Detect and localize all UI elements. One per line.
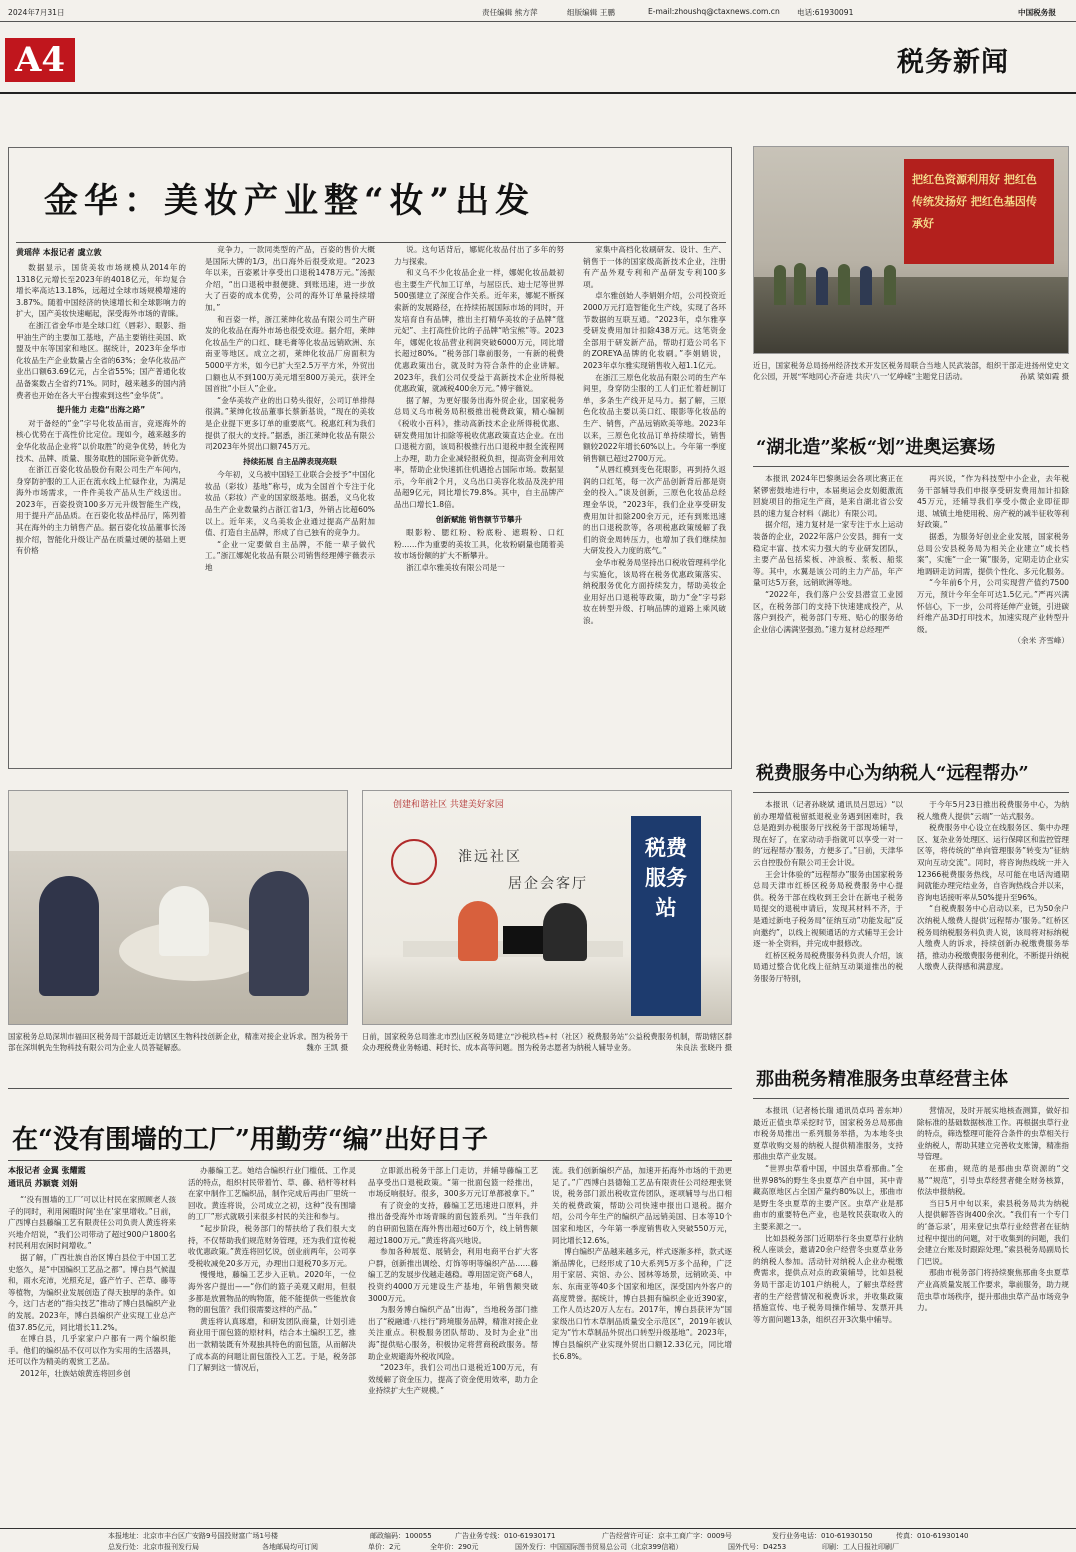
header-composer: 组版编辑 王鹏	[567, 8, 615, 17]
article-jinhua-col4: 家集中高档化妆刷研发、设计、生产、销售于一体的国家级高新技术企业，注册有产品外观专利和产品研发专利100多项。 卓尔雅创始人李娟娟介绍，公司投资近2000万元打造智能化生产线，实现了各环节数据的互联互通。“2023年，卓尔雅享受研发费用加计扣除438万元。这笔资金全部用于研发新产品，帮助打造公司名下的ZOREYA品牌的化妆刷。”李娟娟说，2023年卓尔雅实现销售收入超1.1亿元。 在浙江三原色化妆品有限公司的生产车间里，身穿防尘服的工人们正忙着赶制订单，多条生产线开足马力。据了解，三原色化妆品主要以美口红、眼影等化妆品的生产、销售，产品远销欧美等地。2023年以来，三原色化妆品订单持续增长，销售额较2022年增长60%以上。今年第一季度销售额已超过2700万元。 “从唇红模到变色花眼影，再到持久返润的口红笔，每一次产品创新背后都是资金的投入。”谈及创新，三原色化妆品总经理金华说，“2023年，我们企业享受研发费用加计扣除200余万元，还有到账迅速的出口退税款等，各项税惠政策缓解了我们的资金周转压力，也增加了我们继续加大研发投入力度的底气。” 金华市税务局坚持出口税收管理科学化与实施化，该局将在税务优惠政策落实、纳税服务优化方面持续发力，帮助美妆企业用好出口退税等政策，助力“金”字号彩妆在转型升级、打响品牌的道路上乘风破浪。	[583, 245, 726, 625]
article-hubei-credit: （余米 齐雪峰）	[1013, 636, 1069, 646]
article-remote-col2: 于今年5月23日推出税费服务中心，为纳税人缴费人提供“云端”一站式服务。 税费服务中心设立在线服务区、集中办理区、复杂业务处理区、运行保障区和监控管理区等，将传统的“单向管理服务”转变为“征纳双向互动交流”。同时，将咨询热线统一并入12366税费服务热线，尽可能在电话沟通期间就能办理完结业务，自咨询热线合并以来，咨询电话接听率从50%提升至96%。 “自税费服务中心启动以来，已为50余户次纳税人缴费人提供‘远程帮办’服务。”红桥区税务局纳税服务科负责人说，该局将对标纳税人缴费人的诉求，持续创新办税缴费服务举措，推动办税缴费服务便利化，不断提升纳税人缴费人获得感和满意度。	[917, 800, 1069, 972]
wall-slogan: 创建和谐社区 共建美好家园	[393, 800, 504, 810]
article-jinhua-rule	[16, 242, 726, 243]
photo-tax-station-credit: 朱良法 张晓丹 摄	[675, 1043, 732, 1053]
photo-shenzhen-caption: 国家税务总局深圳市福田区税务局干部最近走访辖区生物科技创新企业，精准对接企业诉求。图为税务干部在深圳帆先生物科技有限公司为企业人员答疑解惑。 魏亦 王凯 摄	[8, 1032, 348, 1053]
header-paper: 中国税务报	[1018, 8, 1056, 17]
office-ceiling	[9, 791, 348, 851]
section-title: 税务新闻	[897, 47, 1009, 78]
footer-printer: 印刷：工人日报社印刷厂	[822, 1543, 899, 1551]
article-naqu-col2: 营情况，及时开展实地核查测算，做好扣除标准的基础数据核准工作。再根据虫草行业的特点，筛选整理可能符合条件的虫草相关行业纳税人，帮助其建立完善收支账簿，精准指导管理。 在那曲，规范的是那曲虫草资源的“交易”“规范”，引导虫草经营者健全财务核算，依法申报纳税。 当日5月中旬以来，索县税务局共为纳税人提供解答咨询400余次。“我们有一个专门的‘备忘录’，用来登记虫草行业经营者在征纳过程中提出的问题，对于收集到的问题，我们会建立台账及时跟踪处理。”索县税务局副局长门巴说。 那曲市税务部门将持续聚焦那曲冬虫夏草产业高质量发展工作要求，靠前服务，助力规范虫草市场秩序，提升那曲虫草产品市场竞争力。	[917, 1106, 1069, 1313]
article-bobai-rule	[8, 1160, 732, 1161]
photo-shenzhen-credit: 魏亦 王凯 摄	[306, 1043, 348, 1053]
footer-rule	[0, 1528, 1076, 1529]
red-sign-text: 把红色资源利用好 把红色传统发扬好 把红色基因传承好	[912, 173, 1037, 230]
article-naqu-col1: 本报讯（记者杨长瑞 通讯员卓玛 普东坤）最近正值虫草采挖时节，国家税务总局那曲市税务局推出一系列服务举措，为本地冬虫夏草收购交易的纳税人提供精准服务，支持那曲虫草产业发展。 “世界虫草看中国，中国虫草看那曲。”全世界98%的野生冬虫夏草产自中国，其中青藏高原地区占全国产量约80%以上，那曲市是野生冬虫夏草的主要产区。虫草产业是那曲市的重要特色产业，也是牧民获取收入的主要来源之一。 比如县税务部门近期举行冬虫夏草行业纳税人座谈会，邀请20余户经营冬虫夏草业务的纳税人参加。活动针对纳税人企业办税缴费需求，提供点对点的政策辅导，比如县税务局干部走访101户纳税人，了解虫草经营者的生产经营情况和税费诉求，并收集政策措施宣传、电子税务局操作辅导、发票开具等方面问题13条，组织召开3次集中辅导。	[753, 1106, 903, 1324]
article-remote-title: 税费服务中心为纳税人“远程帮办”	[756, 763, 1029, 784]
footer-postcode: 邮政编码：100055	[370, 1532, 432, 1540]
wall-community-name: 淮远社区	[458, 849, 522, 865]
person-figure	[39, 876, 99, 996]
article-bobai-byline1: 本报记者 金翼 张耀霞	[8, 1166, 86, 1175]
footer-fax: 传真：010-61930140	[896, 1532, 969, 1540]
article-jinhua-title: 金华：美妆产业整“妆”出发	[44, 181, 536, 221]
footer-distribution-phone: 发行业务电话：010-61930150	[772, 1532, 873, 1540]
article-remote-col1: 本报讯（记者孙晓斌 通讯员吕思远）“以前办理增值税留抵退税业务遇到困难时，我总是跑到办税服务厅找税务干部现场辅导，现在好了，在家动动手指就可以享受一对一的‘远程帮办’服务，方便多了。”日前，天津华云自控股份有限公司王会计说。 王会计体验的“远程帮办”服务由国家税务总局天津市红桥区税务局税费服务中心提供。税务干部在线收到王会计在新电子税务局提交的退税申请后，发现其材料不齐，于是通过新电子税务局“征纳互动”功能发起“反向邀约”，以线上视频通话的方式辅导王会计逐一补全资料，并完成申报修改。 红桥区税务局税费服务科负责人介绍，该局通过整合优化线上征纳互动渠道推出的税务服务厅特别，	[753, 800, 903, 983]
photo-tax-service-station	[362, 790, 732, 1025]
community-emblem	[391, 839, 437, 885]
article-bobai-col4: 流。我们创新编织产品，加速开拓海外市场的干劲更足了。”广西博白县德翰工艺品有限责任公司经理张贤说，税务部门派出税收宣传团队，逐项辅导与出口相关的税费政策，帮助公司快速申报出口退税。据介绍，公司今年生产的编织产品远销美国、日本等10个国家和地区，今年第一季度销售收入突破550万元，同比增长12.6%。 博白编织产品越来越多元，样式逐渐多样，款式逐渐品牌化，已经形成了10大系列5万多个品种，广泛用于家居、宾馆、办公、园林等场景，远销欧美、中东、东南亚等40多个国家和地区，深受国内外客户的高度赞誉。据统计，博白县拥有编织企业近390家，工作人员达20万人左右。2017年，博白县获评为“国家级出口竹木草制品质量安全示范区”，2019年被认定为“竹木草制品外贸出口转型升级基地”。2023年，博白县编织产业实现外贸出口额12.33亿元，同比增长6.8%。	[552, 1166, 732, 1361]
article-bobai-col1: “‘没有围墙的工厂’可以让村民在家照顾老人孩子的同时，利用闲暇时间‘坐在’家里增收。”日前，广西博白县藤编工艺有限责任公司负责人黄连将来兴地介绍说，“我们公司带动了超过900户1800名村民利用农闲时间增收。” 据了解，广西壮族自治区博白县位于中国工艺史悠久，是“中国编织工艺品之都”。博白县气候温和，雨水充沛，光照充足，盛产竹子、芒草、藤等等植物，为编织业发展创造了得天独厚的条件。如今，这门古老的“指尖技艺”推动了博白县编织产业的发展。2023年，博白县编织产业实现工业总产值37.85亿元，同比增长11.2%。 在博白县，几乎家家户户都有一两个编织能手。他们的编织品不仅可以作为实用的生活器具，还可以作为精美的观赏工艺品。 2012年，壮族姑娘黄连将回乡创	[8, 1195, 176, 1378]
article-hubei-col1: 本报讯 2024年巴黎奥运会各项比赛正在紧锣密鼓地进行中，本届奥运会皮划艇激流回旋项目的指定生产商，是来自湖北省公安县的速力复合材料（湖北）有限公司。 据介绍，速力复材是一家专注于水上运动装备的企业，2022年落户公安县，拥有一支稳定丰富、技术实力强大的专业研发团队，主要产品包括桨板、冲浪板、浆板、船浆等。其中，水翼是该公司的主力产品，年产量可达5万套，远销欧洲等地。 “2022年，我们落户公安县潜宣工业园区，在税务部门的支持下快速建成投产，从落户到投产，税务部门专班、贴心的服务给企业信心满满坚强劲。”速力复材总经理严	[753, 474, 903, 634]
photo-shenzhen-visit	[8, 790, 348, 1025]
article-bobai-col2: 办藤编工艺。她结合编织行业门槛低、工作灵活的特点，组织村民带着竹、草、藤、秸杆等材料在家中制作工艺编织品，制作完成后再由厂里统一回收。黄连将说，公司成立之初，这种“没有围墙的工厂”形式就吸引来很多村民的关注和参与。 “起步阶段，税务部门的帮扶给了我们很大支持，不仅帮助我们规范财务管理，还为我们宣传税收优惠政策。”黄连将回忆说，创业前两年，公司享受税收减免20多万元，办理出口退税70多万元。 慢慢地，藤编工艺步入正轨。2020年，一位海外客户提出——“你们的篮子美观又耐用，但很多都是放置物品的购物篮，能不能提供一些能放食物的面包篮？我们很需要这样的产品。” 黄连将认真琢磨，和研发团队商量，计划引进商业用于面包篮的原材料，结合本土编织工艺，推出一款精装既有外观独具特色的面包篮，从而解决了成本高的问题让面包篮投入工艺。于是，税务部门了解到这一情况后，	[188, 1166, 356, 1373]
article-bobai-top-rule	[8, 1088, 732, 1089]
footer-address: 本报地址：北京市丰台区广安路9号国投财富广场1号楼	[108, 1532, 278, 1540]
computer-monitor	[503, 926, 543, 954]
footer-unit-price: 单价：2元	[368, 1543, 401, 1551]
footer-overseas-code: 国外代号：D4253	[728, 1543, 787, 1551]
footer-overseas-distribution: 国外发行：中国国际图书贸易总公司（北京399信箱）	[515, 1543, 683, 1551]
footer-subscription: 各地邮局均可订阅	[262, 1543, 318, 1551]
person-figure	[838, 264, 850, 305]
article-naqu-rule	[753, 1098, 1069, 1099]
article-jinhua-col1: 数据显示，国货美妆市场规模从2014年的1318亿元增长至2023年的4018亿元，年均复合增长率高达13.18%，远超过全球市场规模增速的3.87%。随着中国经济的快速增长和全球影响力的扩大，国产美妆快速崛起，深受海外市场的青睐。 在浙江省金华市是全球口红（唇彩）、眼影、指甲油生产的主要加工基地，产品主要销往美国、欧盟及中东等国家和地区。据统计，2023年金华市化妆品生产企业数量占全省的63%；金华化妆品产业出口额63.69亿元，占全省55%；国产普通化妆品备案数占全省约71%。同时，越来越多的国内消费者也开始在各大平台搜索到这些“金华货”。 提升能力 走稳“出海之路” 对于备经的“金”字号化妆品而言，竞逐海外的核心优势在于高性价比定位。现如今，越来越多的金华化妆品企业将“以价取胜”的竞争优势，转化为技术、品牌、质量、服务取胜的国际竞争新优势。 在浙江百姿化妆品股份有限公司生产车间内，身穿防护服的工人正在流水线上忙碌作业，为满足海外市场需求，一件件美妆产品从生产线送出。2023年，百姿投资100多万元升级智能生产线，用于提升产品品质。在百姿化妆品样品厅，陈列着其在海外的主力销售产品。据百姿化妆品董事长汤振介绍，智能化升级让产品在质量过硬的基础上更有价格	[16, 263, 186, 556]
page-number-badge: A4	[5, 38, 75, 82]
article-jinhua-byline: 黄瑶萍 本报记者 虞立敦	[16, 248, 102, 257]
person-figure	[249, 871, 309, 996]
article-hubei-col2: 再兴说，“作为科技型中小企业，去年税务干部辅导我们申报享受研发费用加计扣除45万元，还辅导我们享受小微企业即征即退、城镇土地使用税、房产税的减半征收等利好政策。” 据悉，为服务好创业企业发展，国家税务总局公安县税务局为相关企业建立“成长档案”，实施“一企一策”服务，定期走访企业实地调研走访问需，提供个性化、多元化服务。 “今年前6个月，公司实现营产值约7500万元，预计今年全年可达1.5亿元。”严再兴满怀信心，下一步，公司将延伸产业链，引进碳纤维产品3D打印技术，加速实现产业转型升级。 （余米 齐雪峰）	[917, 474, 1069, 646]
article-remote-rule	[753, 792, 1069, 793]
header-editor: 责任编辑 熊方萍	[482, 8, 538, 17]
footer-ad-license: 广告经营许可证：京丰工商广字：0009号	[602, 1532, 732, 1540]
photo-military-party-day	[753, 146, 1069, 354]
photo-tax-station-caption: 日前，国家税务总局淮北市烈山区税务局建立“沙税玖档+村（社区）税费服务站”公益税费服务机制，帮助辖区群众办理税费业务畅通、耗时长、成本高等问题。图为税务志愿者为纳税人辅导业务。 朱良法 张晓丹 摄	[362, 1032, 732, 1053]
header-email: E-mail:zhoushq@ctaxnews.com.cn	[648, 7, 780, 16]
article-hubei-rule	[753, 466, 1069, 467]
footer-distributor: 总发行处：北京市报刊发行局	[108, 1543, 199, 1551]
article-hubei-title: “湖北造”桨板“划”进奥运赛场	[756, 437, 996, 458]
article-bobai-byline2: 通讯员 苏颖寰 刘娟	[8, 1179, 78, 1188]
header-rule	[0, 21, 1076, 22]
person-figure	[816, 267, 828, 305]
article-jinhua-col2: 竞争力，一款同类型的产品，百姿的售价大概是国际大牌的1/3，出口海外后很受欢迎。“2023年以来，百姿累计享受出口退税1478万元。”汤振介绍，“出口退税申报便捷、到账迅速，进一步放大了百姿的成本优势，公司的海外订单量持续增加。” 和百姿一样，浙江莱绅化妆品有限公司生产研发的化妆品在海外市场也很受欢迎。据介绍，莱绅化妆品生产的口红、睫毛膏等化妆品远销欧洲、东南亚等地区。成立之初，莱绅化妆品厂房面积为5000平方米，如今已扩大至2.5万平方米，外贸出口额也从不到100万美元增至800万美元，获评全国首批“小巨人”企业。 “金华美妆产业的出口势头很好，公司订单排得很满。”莱绅化妆品董事长蔡新基说，“现在的美妆是企业提下更多订单的重要底气。税惠红利为我们提供了很大的支持。”据悉，浙江莱绅化妆品有限公司2023年外贸出口额745万元。 持续拓展 自主品牌表现亮眼 今年初，义乌被中国轻工业联合会授予“中国化妆品（彩妆）基地”称号，成为全国首个专注于化妆品（彩妆）产业的国家级基地。据悉，义乌化妆品生产企业数量约占浙江省1/3，外销占比超60%以上。近年来，义乌美妆企业通过提高产品附加值、打造自主品牌，形成了自己独有的竞争力。 “企业一定要做自主品牌，不能一辈子做代工。”浙江娜妮化妆品有限公司销售经理傅宇薇表示地	[205, 245, 375, 573]
footer-ad-line: 广告业务专线：010-61930171	[455, 1532, 556, 1540]
photo-military-caption: 近日，国家税务总局扬州经济技术开发区税务局联合当地人民武装部，组织干部走进扬州党史文化公园，开展“军地同心齐奋进 共庆‘八一’忆峥嵘”主题党日活动。 孙斌 梁如霞 摄	[753, 361, 1069, 382]
section-rule	[0, 92, 1076, 94]
footer-annual-price: 全年价：290元	[430, 1543, 479, 1551]
article-bobai-col3: 立即派出税务干部上门走访，并辅导藤编工艺品享受出口退税政策。“第一批面包篮一经推出，市场反响很好。很多，300多万元订单都被拿下。” 有了资金的支持，藤编工艺迅速进口原料，并推出备受海外市场青睐的面包篮系列。“当年我们的自研面包篮在海外售出超过60万个，线上销售额超过1800万元。”黄连将高兴地说。 参加各种展览、展销会，利用电商平台扩大客户群，创新推出调绘、灯饰等明等编织产品……藤编工艺的发展步伐越走越稳。尊用固定资产68人，投资约4000万元建设生产基地，年销售额突破3000万元。 为服务博白编织产品“出海”，当地税务部门推出了“税融通·八桂行”跨境服务品牌，精准对接企业关注重点。积极服务团队帮助、及时为企业“出海”提供贴心服务，积极协定将营商税政服务。帮助企业规避海外税收风险。 “2023年，我们公司出口退税近100万元，有效缓解了资金压力，提高了资金使用效率，助力企业持续扩大生产规模。”	[368, 1166, 538, 1396]
person-figure	[458, 901, 498, 961]
person-figure	[774, 265, 786, 305]
person-figure	[794, 263, 806, 305]
wall-enterprise-name: 居企会客厅	[508, 876, 588, 892]
article-jinhua-col3: 说。这句话背后，娜妮化妆品付出了多年的努力与探索。 和义乌不少化妆品企业一样，娜妮化妆品最初也主要生产代加工订单，与屈臣氏、迪士尼等世界500强建立了深度合作关系。近年来，娜妮不断探索新的发展路径，在持续拓展国际市场的同时，开发培育自有品牌，推出主打精华美妆的子品牌“蔻元妃”、主打高性价比的子品牌“哈宝熊”等。2023年，娜妮化妆品营业利润突破6000万元，同比增长超过80%。“税务部门靠前服务，一有新的税费优惠政策出台，就及时为符合条件的企业讲解。2023年，我们公司仅受益于高新技术企业所得税优惠政策，就减税400余万元。”傅宇薇说。 据了解，为更好服务出海外贸企业，国家税务总局义乌市税务局积极推出税费政策，精心编制《税收小百科》，推动高新技术企业所得税优惠、研发费用加计扣除等税收优惠政策直达企业。在出口退税方面，该局积极推行出口退税申报全流程网上办理，助力企业减轻报税负担，提高资金利用效率，帮助企业快速抓住机遇抢占国际市场。数据显示，今年前2个月，义乌出口美容化妆品及洗护用品超9亿元，同比增长79.8%。其中，自主品牌产品出口增长1.8倍。 创新赋能 销售额节节攀升 眼影粉、腮红粉、粉底粉、遮瑕粉、口红粉……作为重要的美妆工具，化妆粉刷量也随着美妆市场份额的扩大不断攀升。 浙江卓尔雅美妆有限公司是一	[394, 245, 564, 573]
header-phone: 电话:61930091	[797, 8, 854, 17]
person-figure	[884, 265, 896, 305]
article-naqu-title: 那曲税务精准服务虫草经营主体	[756, 1069, 1008, 1090]
kiosk-label: 税费服务站	[645, 835, 687, 920]
person-figure	[543, 903, 587, 961]
article-bobai-title: 在“没有围墙的工厂”用勤劳“编”出好日子	[12, 1125, 488, 1155]
header-date: 2024年7月31日	[8, 8, 65, 17]
person-figure	[860, 266, 872, 305]
photo-military-credit: 孙斌 梁如霞 摄	[1019, 372, 1069, 382]
person-figure	[159, 886, 209, 956]
